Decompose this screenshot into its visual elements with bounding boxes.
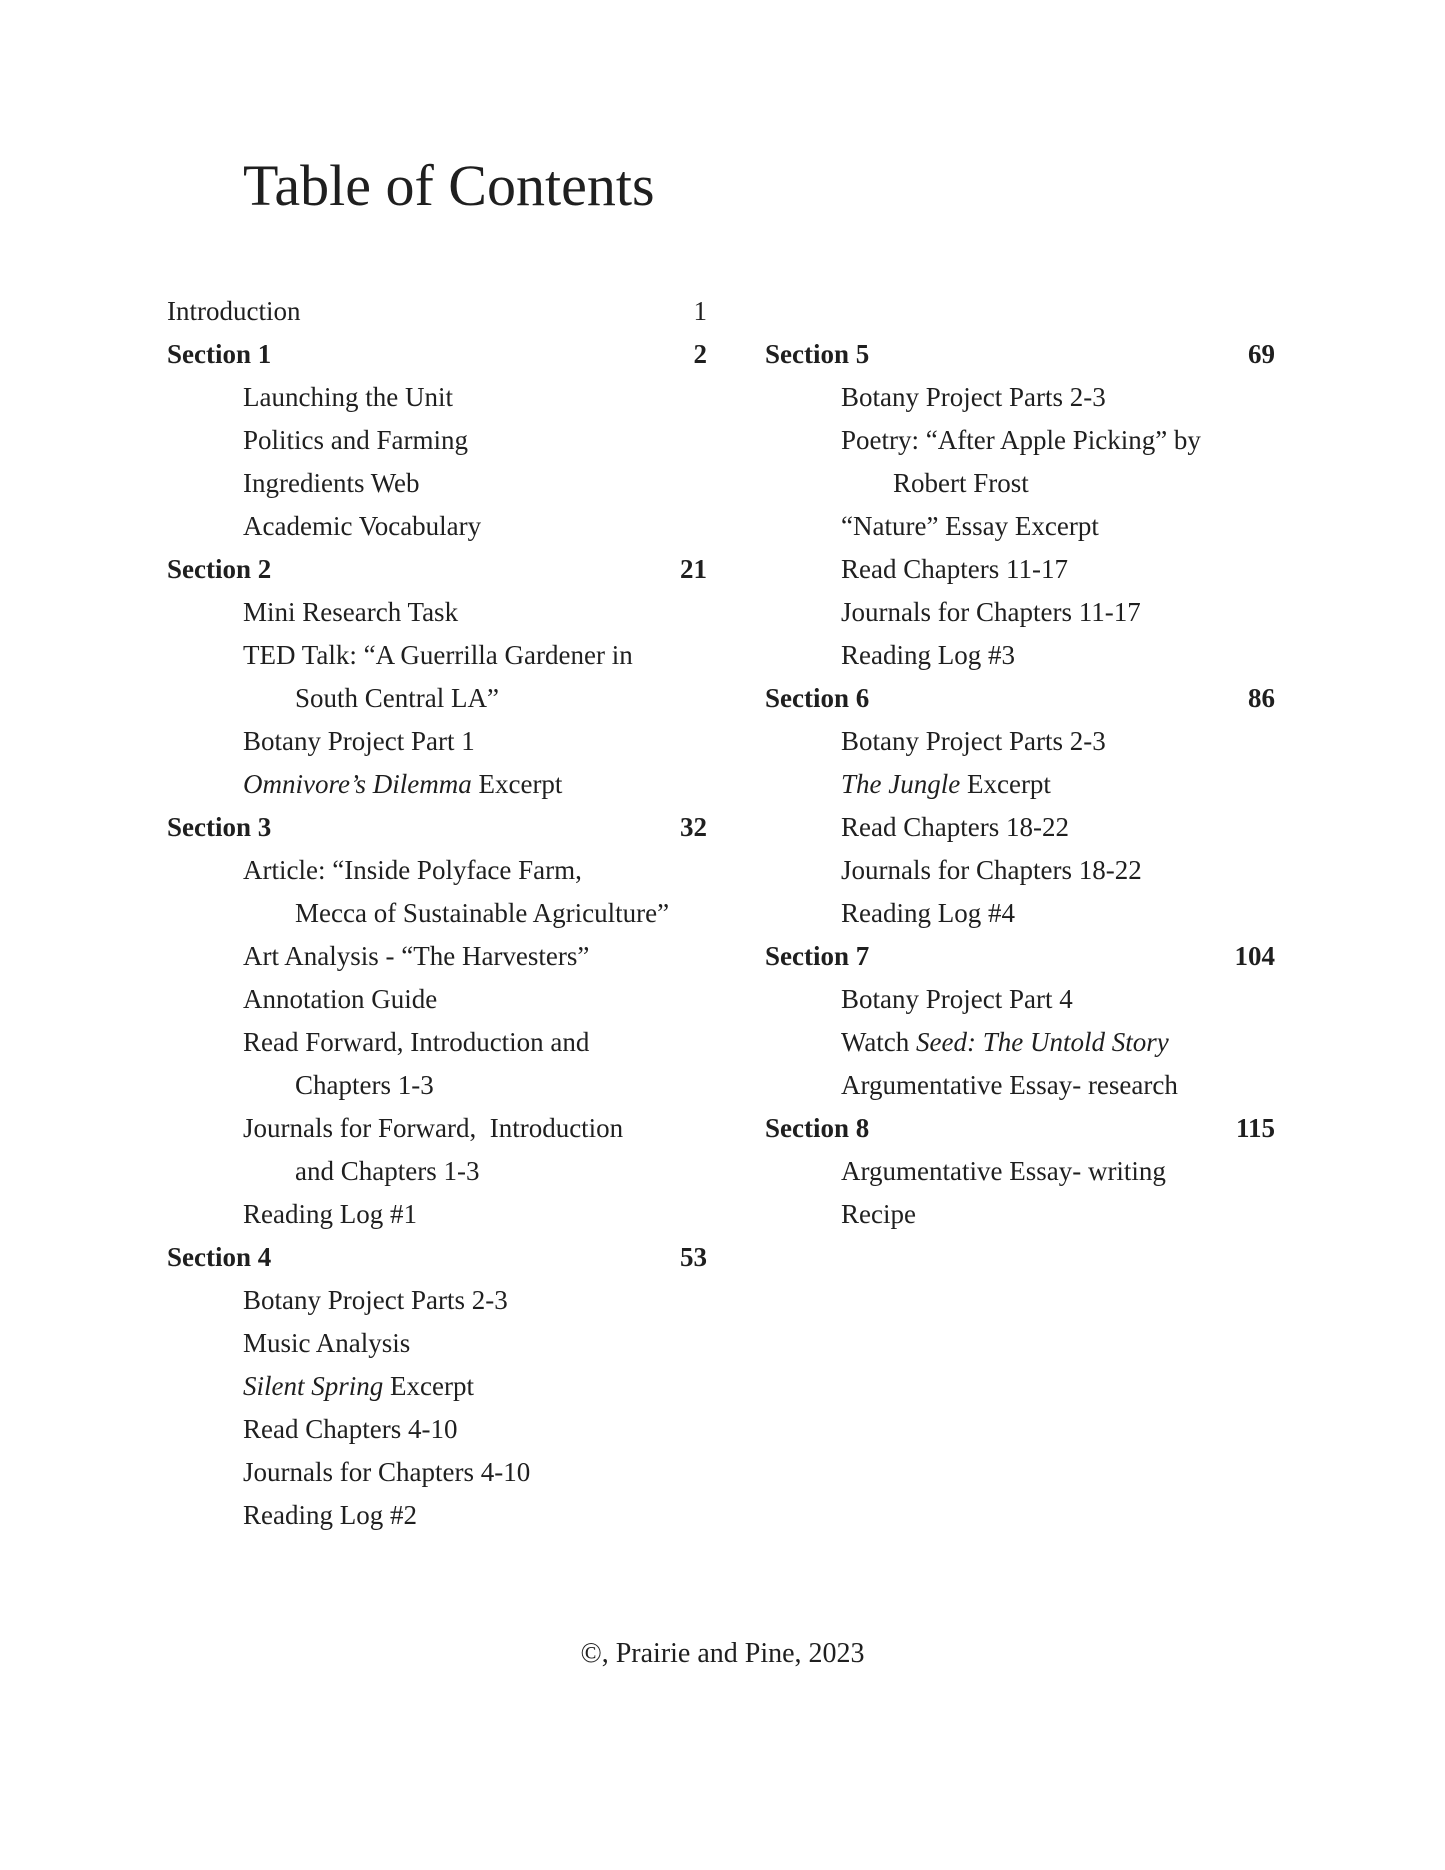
toc-item-text: “Nature” Essay Excerpt: [841, 511, 1099, 541]
toc-item-line: [167, 892, 707, 935]
toc-item-text: Reading Log #3: [841, 640, 1015, 670]
toc-item-line: [765, 1064, 1275, 1107]
toc-page-number: 21: [680, 554, 707, 584]
toc-item-text: Chapters 1-3: [295, 1070, 434, 1100]
toc-item-line: [765, 978, 1275, 1021]
toc-item-line: [167, 1064, 707, 1107]
toc-item-line: [765, 892, 1275, 935]
toc-item-text: Mecca of Sustainable Agriculture”: [295, 898, 670, 928]
toc-page-number: 69: [1248, 339, 1275, 369]
toc-item-text: Academic Vocabulary: [243, 511, 482, 541]
toc-item-text: Read Forward, Introduction and: [243, 1027, 590, 1057]
toc-heading: [167, 806, 707, 849]
toc-item-text: Excerpt: [471, 769, 563, 799]
toc-page-number: 86: [1248, 683, 1275, 713]
toc-item-text: Art Analysis - “The Harvesters”: [243, 941, 590, 971]
toc-column-left: [167, 290, 707, 1537]
toc-item-text: Excerpt: [960, 769, 1051, 799]
toc-page-number: 115: [1235, 1113, 1275, 1143]
toc-item-line: [167, 462, 707, 505]
toc-item-text: Robert Frost: [893, 468, 1029, 498]
toc-item-line: [765, 462, 1275, 505]
toc-item-line: [167, 1021, 707, 1064]
toc-item-line: [167, 419, 707, 462]
toc-item-line: [765, 591, 1275, 634]
toc-heading: [765, 935, 1275, 978]
toc-item-text: South Central LA”: [295, 683, 499, 713]
toc-item-line: [167, 978, 707, 1021]
toc-item-text: Botany Project Part 4: [841, 984, 1073, 1014]
toc-item-text: Poetry: “After Apple Picking” by: [841, 425, 1201, 455]
toc-item-text: Botany Project Part 1: [243, 726, 475, 756]
toc-item-line: [167, 1365, 707, 1408]
toc-item-line: [167, 376, 707, 419]
toc-heading: [765, 677, 1275, 720]
toc-heading: [167, 1236, 707, 1279]
toc-heading: [167, 548, 707, 591]
toc-heading: [765, 333, 1275, 376]
toc-item-text: Argumentative Essay- writing: [841, 1156, 1166, 1186]
toc-page-number: 1: [693, 296, 707, 326]
toc-item-line: [167, 763, 707, 806]
toc-item-text: Mini Research Task: [243, 597, 459, 627]
toc-item-text: Journals for Chapters 11-17: [841, 597, 1141, 627]
toc-item-line: [167, 720, 707, 763]
toc-item-line: [167, 591, 707, 634]
toc-heading: [167, 333, 707, 376]
toc-item-text: Botany Project Parts 2-3: [841, 382, 1106, 412]
toc-heading-label: Section 6: [765, 683, 870, 713]
toc-item-text: and Chapters 1-3: [295, 1156, 480, 1186]
toc-item-line: [167, 1107, 707, 1150]
toc-item-line: [167, 1193, 707, 1236]
toc-item-text-italic: Seed: The Untold Story: [916, 1027, 1169, 1057]
toc-item-text: Botany Project Parts 2-3: [243, 1285, 508, 1315]
toc-item-text: Music Analysis: [243, 1328, 411, 1358]
toc-item-line: [167, 1150, 707, 1193]
toc-item-text: Reading Log #2: [243, 1500, 417, 1530]
toc-item-line: [765, 419, 1275, 462]
toc-item-line: [765, 1150, 1275, 1193]
toc-heading-label: Section 7: [765, 941, 870, 971]
toc-item-line: [765, 505, 1275, 548]
toc-item-text: Annotation Guide: [243, 984, 438, 1014]
toc-item-line: [765, 763, 1275, 806]
toc-item-text: Journals for Chapters 18-22: [841, 855, 1142, 885]
toc-heading-label: Section 5: [765, 339, 870, 369]
toc-item-text: Read Chapters 18-22: [841, 812, 1069, 842]
toc-item-line: [167, 1408, 707, 1451]
toc-heading-label: Section 4: [167, 1242, 272, 1272]
toc-page-number: 2: [693, 339, 707, 369]
toc-item-text: Watch: [841, 1027, 917, 1057]
toc-item-text: Recipe: [841, 1199, 916, 1229]
toc-page-number: 32: [680, 812, 707, 842]
toc-item-text: Politics and Farming: [243, 425, 468, 455]
toc-item-text-italic: Silent Spring: [243, 1371, 384, 1401]
toc-item-line: [167, 1451, 707, 1494]
toc-item-line: [167, 1494, 707, 1537]
toc-item-line: [765, 1021, 1275, 1064]
toc-heading-label: Section 3: [167, 812, 272, 842]
toc-page-number: 104: [1234, 941, 1275, 971]
toc-item-text: Ingredients Web: [243, 468, 420, 498]
footer-credit: ©, Prairie and Pine, 2023: [580, 1638, 865, 1669]
toc-page-number: 53: [680, 1242, 707, 1272]
toc-heading-label: Section 8: [765, 1113, 870, 1143]
toc-item-line: [167, 677, 707, 720]
toc-heading-label: Section 1: [167, 339, 272, 369]
toc-item-text: Botany Project Parts 2-3: [841, 726, 1106, 756]
toc-item-line: [167, 634, 707, 677]
toc-heading-label: Section 2: [167, 554, 272, 584]
toc-item-line: [765, 634, 1275, 677]
toc-item-line: [167, 505, 707, 548]
toc-item-line: [765, 849, 1275, 892]
toc-item-text-italic: The Jungle: [841, 769, 961, 799]
toc-item-text: Journals for Chapters 4-10: [243, 1457, 531, 1487]
toc-item-line: [765, 720, 1275, 763]
toc-item-line: [765, 806, 1275, 849]
toc-item-text: Launching the Unit: [243, 382, 453, 412]
toc-item-text: Reading Log #4: [841, 898, 1015, 928]
toc-item-line: [167, 935, 707, 978]
toc-item-text: Excerpt: [383, 1371, 474, 1401]
toc-item-line: [765, 548, 1275, 591]
toc-item-text: Reading Log #1: [243, 1199, 417, 1229]
toc-item-text: TED Talk: “A Guerrilla Gardener in: [243, 640, 633, 670]
toc-item-text: Journals for Forward, Introduction: [243, 1113, 624, 1143]
toc-heading: [765, 1107, 1275, 1150]
page-title: Table of Contents: [243, 153, 655, 218]
toc-item-text: Argumentative Essay- research: [841, 1070, 1178, 1100]
toc-heading: [167, 290, 707, 333]
toc-item-text: Read Chapters 11-17: [841, 554, 1068, 584]
toc-item-text-italic: Omnivore’s Dilemma: [243, 769, 472, 799]
toc-heading-label: Introduction: [167, 296, 301, 326]
toc-item-line: [167, 849, 707, 892]
toc-item-line: [167, 1322, 707, 1365]
toc-item-text: Read Chapters 4-10: [243, 1414, 458, 1444]
toc-item-line: [765, 376, 1275, 419]
toc-column-right: [765, 333, 1275, 1236]
toc-item-line: [167, 1279, 707, 1322]
toc-item-text: Article: “Inside Polyface Farm,: [243, 855, 582, 885]
toc-item-line: [765, 1193, 1275, 1236]
